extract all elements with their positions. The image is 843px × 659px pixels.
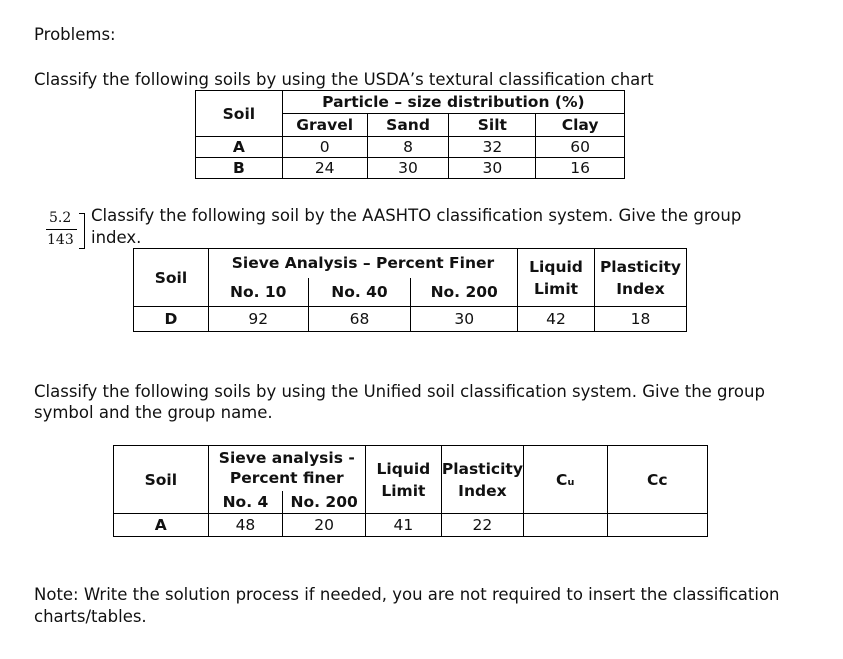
aashto-col-no200: No. 200 xyxy=(411,278,518,307)
uscs-cu-header: Cᵤ xyxy=(523,446,607,514)
aashto-pi-header xyxy=(594,249,686,307)
aashto-cell-no40: 68 xyxy=(308,307,411,332)
aashto-col-no40: No. 40 xyxy=(308,278,411,307)
aashto-soil-header: Soil xyxy=(134,249,209,307)
aashto-cell-no200: 30 xyxy=(411,307,518,332)
aashto-ll-header-line1: Liquid xyxy=(529,257,583,276)
aashto-col-no10: No. 10 xyxy=(208,278,308,307)
aashto-soil-cell: D xyxy=(134,307,209,332)
problems-heading: Problems: xyxy=(34,25,116,44)
aashto-pi-header-line2: Index xyxy=(616,279,665,298)
aashto-ll-header xyxy=(518,249,595,307)
table-row xyxy=(134,307,687,332)
usda-col-clay: Clay xyxy=(536,114,625,137)
usda-cell: 16 xyxy=(536,158,625,179)
usda-col-gravel: Gravel xyxy=(282,114,367,137)
usda-cell: 8 xyxy=(367,137,449,158)
uscs-cc-header: Cᴄ xyxy=(607,446,708,514)
aashto-ll-header-line2: Limit xyxy=(533,279,579,298)
uscs-pi-header-line2: Index xyxy=(458,481,507,500)
bracket xyxy=(79,213,85,249)
note-line2: charts/tables. xyxy=(34,607,147,626)
usda-group-header: Particle – size distribution (%) xyxy=(282,91,624,114)
usda-soil-header: Soil xyxy=(196,91,283,137)
ref-number-bottom: 143 xyxy=(47,232,74,248)
problem3-instruction-line1: Classify the following soils by using the Unified soil classification system. Give the group xyxy=(34,382,765,401)
uscs-sieve-header-line1: Sieve analysis - xyxy=(218,449,355,468)
usda-cell: 60 xyxy=(536,137,625,158)
uscs-soil-cell: A xyxy=(114,514,209,537)
uscs-cell-ll: 41 xyxy=(365,514,441,537)
usda-cell: 30 xyxy=(449,158,536,179)
table-row xyxy=(114,514,708,537)
aashto-cell-ll: 42 xyxy=(518,307,595,332)
aashto-cell-pi: 18 xyxy=(594,307,686,332)
problem2-instruction-line2: index. xyxy=(91,228,142,247)
uscs-pi-header xyxy=(441,446,523,514)
note-line1: Note: Write the solution process if needed, you are not required to insert the classification xyxy=(34,585,780,604)
uscs-soil-header: Soil xyxy=(114,446,209,514)
usda-cell: 0 xyxy=(282,137,367,158)
uscs-sieve-header xyxy=(208,446,365,491)
uscs-cell-no200: 20 xyxy=(283,514,366,537)
aashto-cell-no10: 92 xyxy=(208,307,308,332)
uscs-cell-no4: 48 xyxy=(208,514,283,537)
uscs-cell-cu xyxy=(523,514,607,537)
problem3-instruction-line2: symbol and the group name. xyxy=(34,403,273,422)
ref-number-top: 5.2 xyxy=(49,210,72,226)
aashto-sieve-header: Sieve Analysis – Percent Finer xyxy=(208,249,517,278)
problem1-instruction: Classify the following soils by using the USDA’s textural classification chart xyxy=(34,70,654,89)
uscs-cell-pi: 22 xyxy=(441,514,523,537)
usda-cell: 30 xyxy=(367,158,449,179)
table-row xyxy=(196,137,625,158)
aashto-pi-header-line1: Plasticity xyxy=(599,257,682,276)
uscs-col-no200: No. 200 xyxy=(283,491,366,514)
uscs-pi-header-line1: Plasticity xyxy=(441,459,523,478)
uscs-col-no4: No. 4 xyxy=(208,491,283,514)
usda-soil-cell: A xyxy=(196,137,283,158)
uscs-table xyxy=(113,445,708,537)
usda-col-sand: Sand xyxy=(367,114,449,137)
uscs-ll-header xyxy=(365,446,441,514)
usda-soil-cell: B xyxy=(196,158,283,179)
uscs-sieve-header-line2: Percent finer xyxy=(229,469,344,488)
fraction-bar xyxy=(46,229,77,230)
uscs-cell-cc xyxy=(607,514,708,537)
usda-cell: 32 xyxy=(449,137,536,158)
aashto-table xyxy=(133,248,687,332)
problem2-instruction-line1: Classify the following soil by the AASHTO classification system. Give the group xyxy=(91,206,742,225)
uscs-ll-header-line1: Liquid xyxy=(376,459,431,478)
usda-cell: 24 xyxy=(282,158,367,179)
usda-col-silt: Silt xyxy=(449,114,536,137)
uscs-ll-header-line2: Limit xyxy=(381,481,426,500)
usda-table xyxy=(195,90,625,179)
table-row xyxy=(196,158,625,179)
